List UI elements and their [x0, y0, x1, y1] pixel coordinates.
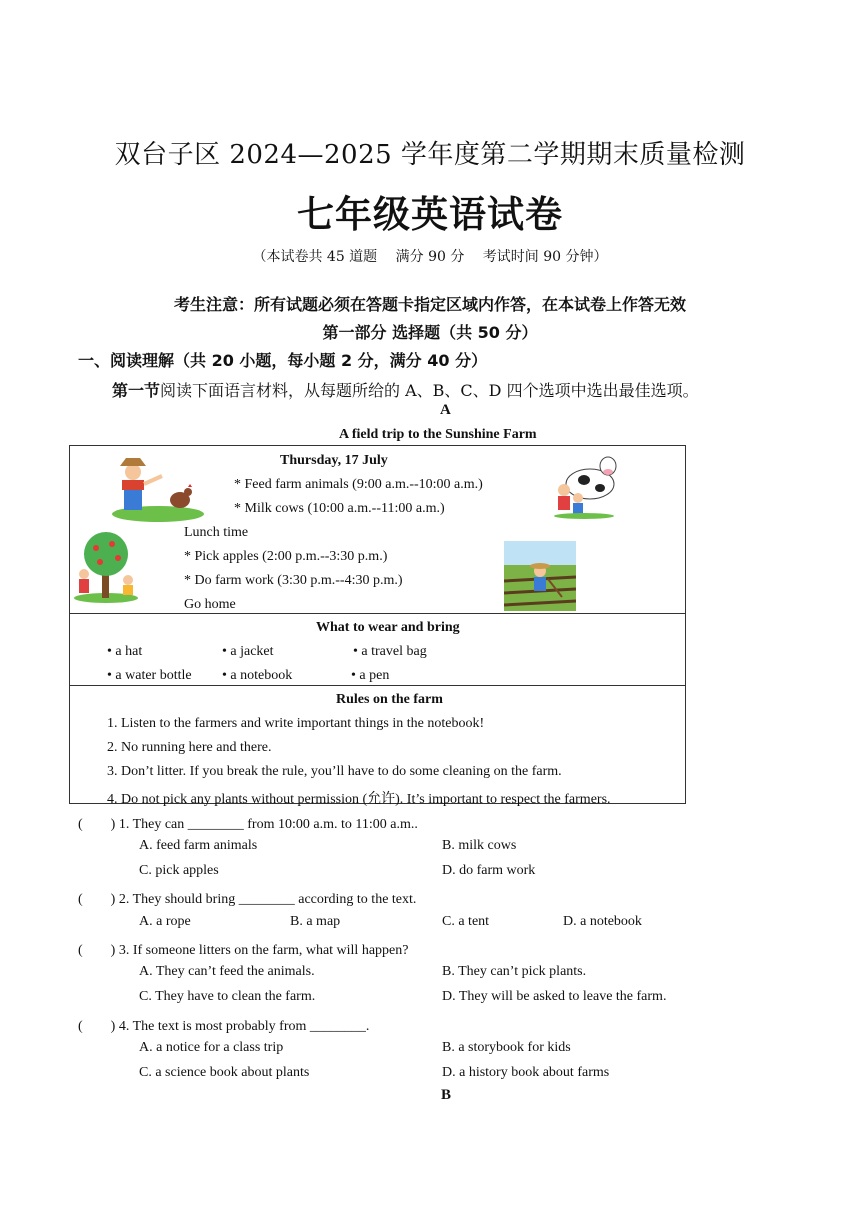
bring-item: • a notebook: [222, 668, 293, 683]
bring-heading: What to wear and bring: [316, 620, 460, 635]
schedule-item: * Feed farm animals (9:00 a.m.--10:00 a.m.): [234, 477, 483, 492]
rule-item: 3. Don’t litter. If you break the rule, you’ll have to do some cleaning on the farm.: [107, 764, 562, 779]
question-stem: ( ) 2. They should bring ________ according to the text.: [78, 892, 417, 907]
answer-option: A. a notice for a class trip: [139, 1040, 284, 1055]
answer-option: A. They can’t feed the animals.: [139, 964, 315, 979]
section-heading: 一、阅读理解（共 20 小题，每小题 2 分，满分 40 分）: [78, 351, 488, 370]
answer-option: B. milk cows: [442, 838, 517, 853]
schedule-item: * Milk cows (10:00 a.m.--11:00 a.m.): [234, 501, 445, 516]
table-divider: [70, 613, 685, 614]
instruction-text: 阅读下面语言材料，从每题所给的 A、B、C、D 四个选项中选出最佳选项。: [160, 381, 699, 400]
part-heading: 第一部分 选择题（共 50 分）: [322, 323, 538, 342]
schedule-item: Go home: [184, 597, 236, 612]
answer-option: B. a storybook for kids: [442, 1040, 571, 1055]
answer-option: D. do farm work: [442, 863, 536, 878]
passage-b-letter: B: [441, 1087, 452, 1103]
bring-item: • a hat: [107, 644, 143, 659]
passage-a-title: A field trip to the Sunshine Farm: [339, 427, 537, 442]
answer-option: C. a science book about plants: [139, 1065, 310, 1080]
exam-subtitle: 七年级英语试卷: [297, 193, 563, 236]
rule-item: 1. Listen to the farmers and write important things in the notebook!: [107, 716, 485, 731]
passage-a-letter: A: [440, 402, 451, 418]
answer-option: D. a history book about farms: [442, 1065, 610, 1080]
farm-trip-table: [69, 445, 686, 807]
answer-option: B. They can’t pick plants.: [442, 964, 587, 979]
schedule-item: Lunch time: [184, 525, 249, 540]
bring-item: • a travel bag: [353, 644, 427, 659]
instruction-label: 第一节: [112, 381, 161, 400]
exam-notice: 考生注意：所有试题必须在答题卡指定区域内作答，在本试卷上作答无效: [173, 295, 686, 314]
answer-option: C. They have to clean the farm.: [139, 989, 316, 1004]
rules-heading: Rules on the farm: [336, 692, 443, 707]
answer-option: A. feed farm animals: [139, 838, 258, 853]
answer-option: D. They will be asked to leave the farm.: [442, 989, 667, 1004]
farmer-working-field-illustration: [504, 541, 576, 611]
schedule-date: Thursday, 17 July: [280, 453, 388, 468]
section-instruction: [112, 378, 699, 401]
question-stem: ( ) 1. They can ________ from 10:00 a.m. to 11:00 a.m..: [78, 817, 418, 832]
exam-title: 双台子区 2024—2025 学年度第二学期期末质量检测: [114, 140, 746, 170]
children-picking-apples-illustration: [72, 530, 142, 604]
question-stem: ( ) 4. The text is most probably from ________.: [78, 1019, 370, 1034]
bring-item: • a water bottle: [107, 668, 192, 683]
answer-option: D. a notebook: [563, 914, 642, 929]
children-with-cow-illustration: [552, 450, 618, 520]
exam-meta: （本试卷共 45 道题 满分 90 分 考试时间 90 分钟）: [252, 249, 608, 265]
answer-option: A. a rope: [139, 914, 191, 929]
question-stem: ( ) 3. If someone litters on the farm, what will happen?: [78, 943, 409, 958]
schedule-item: * Do farm work (3:30 p.m.--4:30 p.m.): [184, 573, 403, 588]
bring-item: • a pen: [351, 668, 390, 683]
answer-option: C. a tent: [442, 914, 490, 929]
schedule-item: * Pick apples (2:00 p.m.--3:30 p.m.): [184, 549, 388, 564]
bring-item: • a jacket: [222, 644, 274, 659]
answer-option: C. pick apples: [139, 863, 219, 878]
table-divider: [70, 685, 685, 686]
rule-item: 2. No running here and there.: [107, 740, 272, 755]
rule-item: 4. Do not pick any plants without permission (允许). It’s important to respect the farmers.: [107, 792, 611, 807]
answer-option: B. a map: [290, 914, 341, 929]
farmer-feeding-chickens-illustration: [110, 450, 206, 522]
